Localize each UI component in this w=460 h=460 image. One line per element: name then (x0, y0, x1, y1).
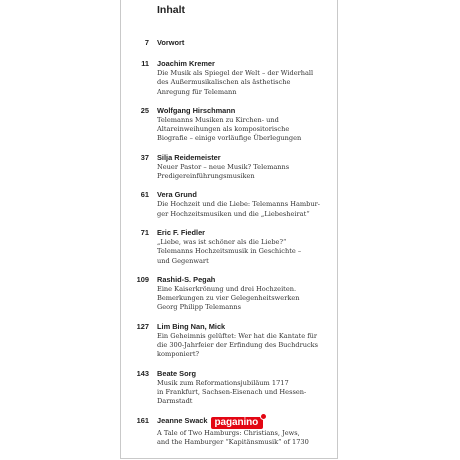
toc-entry (122, 106, 334, 144)
toc-entry-page-number: 143 (136, 368, 149, 378)
toc-list (122, 38, 334, 456)
toc-entry-author (157, 59, 334, 69)
toc-entry-title-line: Bemerkungen zu vier Gelegenheitswerken (157, 294, 300, 303)
toc-entry-page-number: 7 (144, 38, 149, 47)
toc-entry-title-line: Biografie – einige vorläufige Überlegungen (157, 134, 302, 143)
toc-entry (122, 369, 334, 407)
toc-entry-title-line: Telemanns Hochzeitsmusik in Geschichte – (157, 247, 302, 256)
toc-entry (122, 275, 334, 313)
toc-entry-author-name: Joachim Kremer (157, 59, 215, 68)
toc-entry-page-number: 71 (140, 227, 149, 237)
toc-entry (122, 59, 334, 97)
toc-entry-page-number: 161 (136, 415, 149, 425)
toc-entry-author-name: Lim Bing Nan, Mick (157, 321, 226, 331)
toc-entry-page-number: 109 (136, 274, 149, 284)
toc-entry-author-name: Rashid-S. Pegah (157, 274, 216, 284)
toc-entry-title-line: komponiert? (157, 350, 200, 359)
toc-entry-title-line: A Tale of Two Hamburgs: Christians, Jews, (157, 428, 300, 437)
toc-entry-title-line: die 300-Jahrfeier der Erfindung des Buchdrucks (157, 341, 319, 350)
toc-entry-author (157, 190, 334, 200)
toc-entry-title-line: and the Hamburger “Kapitänsmusik” of 1730 (157, 437, 309, 446)
toc-entry-author (157, 106, 334, 116)
paganino-logo-dot (260, 413, 267, 420)
toc-heading: Inhalt (157, 4, 185, 16)
toc-entry-author (157, 416, 334, 429)
toc-entry-title-line: Anregung für Telemann (157, 87, 237, 96)
toc-entry-author (157, 322, 334, 332)
toc-entry-author-name: Eric F. Fiedler (157, 227, 206, 237)
toc-entry-author-name: Silja Reidemeister (157, 152, 221, 162)
toc-entry-title-line: Musik zum Reformationsjubiläum 1717 (157, 378, 289, 387)
toc-entry (122, 190, 334, 219)
toc-entry-title-line: Ein Geheimnis gelüftet: Wer hat die Kantate für (157, 331, 318, 340)
toc-entry-page-number: 61 (140, 190, 149, 200)
paganino-watermark-logo: paganino (211, 417, 264, 429)
toc-entry-title-line: Die Musik als Spiegel der Welt – der Widerhall (157, 69, 314, 77)
toc-entry-author-name: Beate Sorg (157, 368, 197, 378)
toc-entry-author-name: Jeanne Swack (157, 415, 208, 425)
toc-entry-title-line: und Gegenwart (157, 256, 209, 265)
toc-entry-author-name: Wolfgang Hirschmann (157, 105, 236, 115)
toc-entry (122, 322, 334, 360)
toc-entry-author (157, 38, 334, 48)
toc-entry-author (157, 228, 334, 238)
toc-entry-author-name: Vorwort (157, 38, 185, 47)
toc-entry-title-line: ger Hochzeitsmusiken und die „Liebesheirat“ (157, 209, 310, 218)
toc-entry-title-line: Neuer Pastor – neue Musik? Telemanns (157, 162, 290, 171)
toc-entry-author (157, 369, 334, 379)
toc-entry-title-line: des Außermusikalischen als ästhetische (157, 78, 291, 87)
toc-entry (122, 228, 334, 266)
toc-entry-title-line: Georg Philipp Telemanns (157, 303, 242, 312)
toc-entry (122, 153, 334, 182)
toc-entry-page-number: 37 (140, 152, 149, 162)
toc-entry-title-line: Telemanns Musiken zu Kirchen- und (157, 115, 279, 124)
toc-entry-title-line: Die Hochzeit und die Liebe: Telemanns Hambur- (157, 200, 320, 209)
toc-entry-title-line: Predigereinführungsmusiken (157, 172, 255, 181)
toc-entry-title-line: Altareinweihungen als kompositorische (157, 125, 290, 134)
toc-entry-title-line: Eine Kaiserkrönung und drei Hochzeiten. (157, 284, 297, 293)
toc-entry-author (157, 153, 334, 163)
toc-entry-title-line: Darmstadt (157, 397, 193, 406)
toc-entry-title-line: „Liebe, was ist schöner als die Liebe?“ (157, 237, 287, 246)
toc-entry-page-number: 127 (136, 321, 149, 331)
toc-entry-author-name: Vera Grund (157, 190, 197, 200)
toc-entry-page-number: 11 (141, 59, 149, 68)
toc-entry-page-number: 25 (140, 105, 149, 115)
toc-entry (122, 416, 334, 448)
toc-entry-author (157, 275, 334, 285)
toc-entry (122, 38, 334, 48)
toc-entry-title-line: in Frankfurt, Sachsen-Eisenach und Hessen- (157, 387, 307, 396)
